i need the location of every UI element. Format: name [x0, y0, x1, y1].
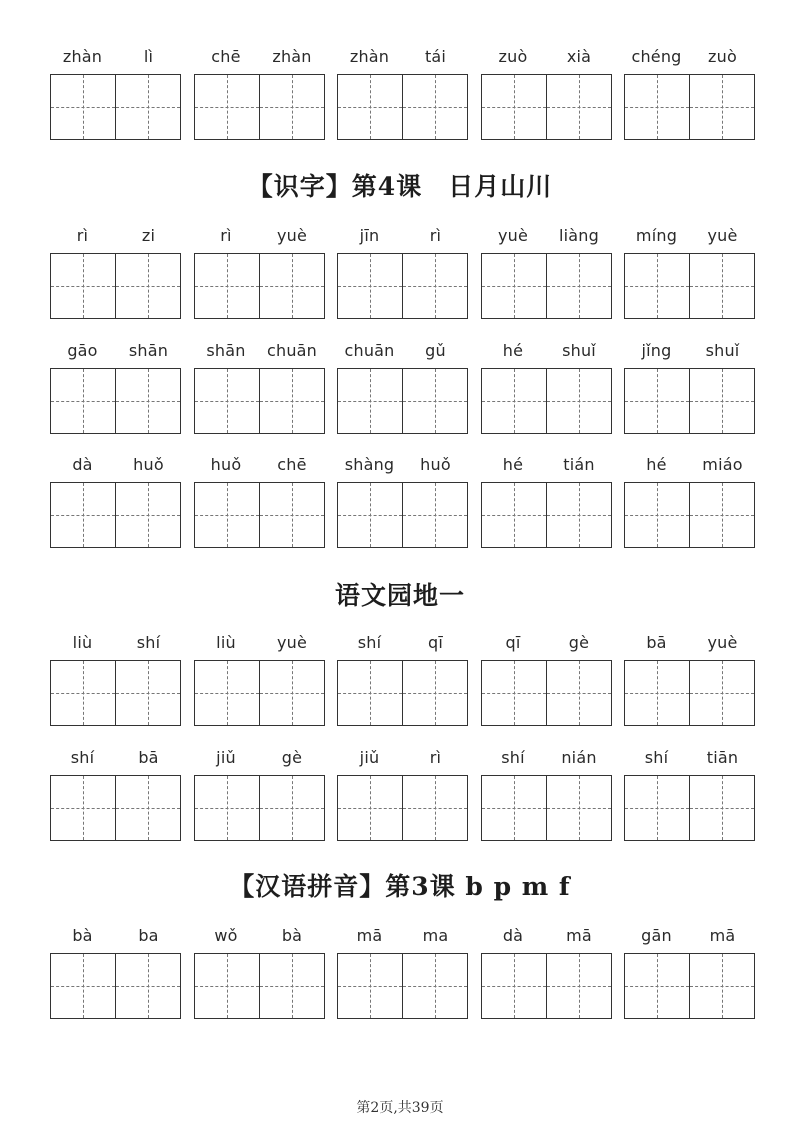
section-title: 语文园地一 — [334, 581, 465, 610]
pinyin-label: gān — [641, 926, 672, 945]
word-practice-group — [481, 453, 612, 548]
pinyin-label: shí — [70, 748, 95, 767]
writing-cell[interactable] — [51, 483, 116, 547]
writing-cell[interactable] — [403, 954, 467, 1018]
pinyin-label: zhàn — [349, 47, 390, 66]
pinyin-label: yuè — [276, 226, 308, 245]
writing-cell[interactable] — [260, 661, 324, 725]
guide-line-horizontal — [51, 986, 115, 987]
pinyin-label: mā — [566, 926, 592, 945]
word-practice-group — [50, 45, 181, 140]
writing-box-pair — [194, 953, 325, 1019]
pinyin-label: bà — [281, 926, 303, 945]
writing-box-pair — [624, 74, 755, 140]
pinyin-label: shān — [206, 341, 246, 360]
writing-cell[interactable] — [625, 954, 690, 1018]
writing-cell[interactable] — [338, 776, 403, 840]
guide-line-horizontal — [625, 693, 689, 694]
writing-box-pair — [50, 74, 181, 140]
writing-cell[interactable] — [482, 776, 547, 840]
pinyin-label: jīn — [359, 226, 380, 245]
writing-box-pair — [337, 482, 468, 548]
writing-box-pair — [50, 660, 181, 726]
guide-line-horizontal — [116, 107, 180, 108]
guide-line-horizontal — [195, 286, 259, 287]
writing-cell[interactable] — [690, 75, 754, 139]
writing-box-pair — [337, 660, 468, 726]
writing-cell[interactable] — [625, 254, 690, 318]
guide-line-horizontal — [116, 401, 180, 402]
guide-line-horizontal — [195, 808, 259, 809]
guide-line-horizontal — [690, 401, 754, 402]
writing-cell[interactable] — [338, 254, 403, 318]
guide-line-horizontal — [51, 286, 115, 287]
writing-cell[interactable] — [547, 661, 611, 725]
pinyin-label: xià — [566, 47, 592, 66]
writing-cell[interactable] — [195, 483, 260, 547]
practice-row — [50, 924, 755, 1019]
guide-line-horizontal — [403, 515, 467, 516]
writing-box-pair — [50, 253, 181, 319]
word-practice-group — [50, 339, 181, 434]
guide-line-horizontal — [482, 401, 546, 402]
guide-line-horizontal — [625, 401, 689, 402]
pinyin-label: hé — [502, 341, 524, 360]
page-number: 第2页,共39页 — [356, 1100, 444, 1116]
writing-cell[interactable] — [625, 369, 690, 433]
pinyin-label: dà — [72, 455, 93, 474]
pinyin-label: jiǔ — [359, 748, 380, 767]
pinyin-label: mā — [709, 926, 736, 945]
writing-cell[interactable] — [625, 776, 690, 840]
writing-box-pair — [337, 74, 468, 140]
writing-cell[interactable] — [195, 254, 260, 318]
guide-line-horizontal — [547, 515, 611, 516]
guide-line-horizontal — [547, 986, 611, 987]
guide-line-horizontal — [338, 808, 402, 809]
guide-line-horizontal — [547, 107, 611, 108]
pinyin-label: chéng — [631, 47, 682, 66]
word-practice-group — [481, 224, 612, 319]
writing-cell[interactable] — [195, 776, 260, 840]
guide-line-horizontal — [690, 808, 754, 809]
word-practice-group — [194, 924, 325, 1019]
writing-cell[interactable] — [51, 254, 116, 318]
guide-line-horizontal — [116, 986, 180, 987]
guide-line-horizontal — [547, 808, 611, 809]
writing-box-pair — [50, 953, 181, 1019]
writing-cell[interactable] — [260, 75, 324, 139]
writing-cell[interactable] — [116, 369, 180, 433]
writing-cell[interactable] — [116, 776, 180, 840]
guide-line-horizontal — [482, 107, 546, 108]
practice-row — [50, 224, 755, 319]
guide-line-horizontal — [51, 693, 115, 694]
writing-cell[interactable] — [116, 254, 180, 318]
guide-line-horizontal — [482, 986, 546, 987]
writing-cell[interactable] — [116, 75, 180, 139]
pinyin-label: dà — [502, 926, 524, 945]
guide-line-horizontal — [403, 401, 467, 402]
guide-line-horizontal — [547, 401, 611, 402]
guide-line-horizontal — [195, 401, 259, 402]
guide-line-horizontal — [260, 401, 324, 402]
writing-box-pair — [481, 74, 612, 140]
pinyin-label: zhàn — [272, 47, 312, 66]
writing-box-pair — [337, 775, 468, 841]
pinyin-label: gè — [568, 633, 590, 652]
word-practice-group — [50, 453, 181, 548]
pinyin-label: tián — [563, 455, 595, 474]
practice-row — [50, 45, 755, 140]
writing-box-pair — [337, 253, 468, 319]
section-title: 【识字】第4课 日月山川 — [247, 172, 553, 201]
writing-box-pair — [194, 368, 325, 434]
pinyin-label: wǒ — [214, 926, 238, 945]
writing-cell[interactable] — [690, 483, 754, 547]
pinyin-label: chuān — [266, 341, 318, 360]
writing-cell[interactable] — [482, 369, 547, 433]
guide-line-horizontal — [547, 693, 611, 694]
word-practice-group — [481, 746, 612, 841]
writing-cell[interactable] — [403, 75, 467, 139]
guide-line-horizontal — [195, 107, 259, 108]
word-practice-group — [50, 224, 181, 319]
word-practice-group — [50, 631, 181, 726]
word-practice-group — [624, 339, 755, 434]
word-practice-group — [481, 924, 612, 1019]
guide-line-horizontal — [338, 286, 402, 287]
pinyin-label: jiǔ — [216, 748, 236, 767]
practice-row — [50, 746, 755, 841]
guide-line-horizontal — [625, 107, 689, 108]
pinyin-label: tiān — [706, 748, 739, 767]
word-practice-group — [624, 45, 755, 140]
word-practice-group — [624, 224, 755, 319]
guide-line-horizontal — [260, 107, 324, 108]
pinyin-label: shí — [501, 748, 525, 767]
word-practice-group — [194, 453, 325, 548]
writing-box-pair — [50, 775, 181, 841]
word-practice-group — [337, 631, 468, 726]
writing-cell[interactable] — [403, 483, 467, 547]
pinyin-label: huǒ — [420, 455, 451, 474]
word-practice-group — [194, 746, 325, 841]
writing-cell[interactable] — [51, 954, 116, 1018]
guide-line-horizontal — [260, 515, 324, 516]
word-practice-group — [50, 924, 181, 1019]
writing-box-pair — [481, 775, 612, 841]
word-practice-group — [481, 631, 612, 726]
writing-box-pair — [194, 482, 325, 548]
pinyin-label: tái — [424, 47, 447, 66]
writing-box-pair — [624, 368, 755, 434]
writing-cell[interactable] — [51, 369, 116, 433]
writing-cell[interactable] — [338, 954, 403, 1018]
writing-cell[interactable] — [625, 483, 690, 547]
pinyin-label: mā — [356, 926, 383, 945]
pinyin-label: shí — [644, 748, 669, 767]
pinyin-label: miáo — [702, 455, 743, 474]
writing-cell[interactable] — [547, 776, 611, 840]
word-practice-group — [624, 631, 755, 726]
pinyin-label: liù — [216, 633, 236, 652]
word-practice-group — [194, 339, 325, 434]
writing-box-pair — [481, 660, 612, 726]
writing-cell[interactable] — [338, 369, 403, 433]
writing-cell[interactable] — [547, 369, 611, 433]
writing-box-pair — [624, 953, 755, 1019]
guide-line-horizontal — [195, 515, 259, 516]
writing-box-pair — [194, 775, 325, 841]
guide-line-horizontal — [403, 693, 467, 694]
pinyin-label: chē — [277, 455, 307, 474]
writing-box-pair — [194, 660, 325, 726]
pinyin-label: liù — [72, 633, 93, 652]
guide-line-horizontal — [116, 808, 180, 809]
writing-cell[interactable] — [625, 75, 690, 139]
guide-line-horizontal — [338, 986, 402, 987]
writing-cell[interactable] — [482, 254, 547, 318]
guide-line-horizontal — [403, 286, 467, 287]
pinyin-label: bā — [138, 748, 159, 767]
writing-cell[interactable] — [116, 954, 180, 1018]
guide-line-horizontal — [547, 286, 611, 287]
guide-line-horizontal — [116, 286, 180, 287]
pinyin-label: huǒ — [210, 455, 242, 474]
writing-box-pair — [194, 74, 325, 140]
writing-cell[interactable] — [482, 483, 547, 547]
word-practice-group — [50, 746, 181, 841]
writing-box-pair — [624, 775, 755, 841]
writing-cell[interactable] — [260, 483, 324, 547]
writing-box-pair — [624, 253, 755, 319]
pinyin-label: chē — [211, 47, 241, 66]
pinyin-label: chuān — [344, 341, 395, 360]
pinyin-label: hé — [502, 455, 524, 474]
word-practice-group — [337, 45, 468, 140]
practice-row — [50, 631, 755, 726]
guide-line-horizontal — [195, 693, 259, 694]
pinyin-label: yuè — [707, 226, 738, 245]
writing-cell[interactable] — [482, 954, 547, 1018]
pinyin-label: shuǐ — [705, 341, 740, 360]
pinyin-label: shuǐ — [562, 341, 596, 360]
guide-line-horizontal — [625, 986, 689, 987]
guide-line-horizontal — [625, 808, 689, 809]
pinyin-label: qī — [505, 633, 521, 652]
writing-box-pair — [481, 482, 612, 548]
writing-cell[interactable] — [51, 75, 116, 139]
word-practice-group — [624, 453, 755, 548]
practice-row — [50, 453, 755, 548]
pinyin-label: rì — [429, 748, 442, 767]
writing-cell[interactable] — [260, 369, 324, 433]
word-practice-group — [624, 746, 755, 841]
word-practice-group — [337, 224, 468, 319]
guide-line-horizontal — [260, 693, 324, 694]
pinyin-label: gǔ — [425, 341, 446, 360]
writing-box-pair — [337, 368, 468, 434]
guide-line-horizontal — [482, 808, 546, 809]
guide-line-horizontal — [690, 986, 754, 987]
guide-line-horizontal — [625, 515, 689, 516]
pinyin-label: rì — [76, 226, 89, 245]
pinyin-label: yuè — [276, 633, 308, 652]
pinyin-label: míng — [635, 226, 678, 245]
writing-cell[interactable] — [195, 369, 260, 433]
pinyin-label: shí — [136, 633, 161, 652]
pinyin-label: shàng — [344, 455, 395, 474]
pinyin-label: hé — [646, 455, 667, 474]
guide-line-horizontal — [690, 107, 754, 108]
pinyin-label: ba — [138, 926, 159, 945]
pinyin-label: yuè — [707, 633, 738, 652]
writing-cell[interactable] — [690, 254, 754, 318]
pinyin-label: zi — [141, 226, 156, 245]
guide-line-horizontal — [116, 693, 180, 694]
writing-box-pair — [624, 482, 755, 548]
guide-line-horizontal — [51, 808, 115, 809]
writing-box-pair — [481, 953, 612, 1019]
word-practice-group — [194, 631, 325, 726]
guide-line-horizontal — [338, 107, 402, 108]
guide-line-horizontal — [403, 808, 467, 809]
writing-cell[interactable] — [260, 954, 324, 1018]
writing-cell[interactable] — [690, 776, 754, 840]
writing-cell[interactable] — [51, 661, 116, 725]
writing-cell[interactable] — [338, 75, 403, 139]
writing-cell[interactable] — [260, 776, 324, 840]
writing-cell[interactable] — [690, 369, 754, 433]
guide-line-horizontal — [338, 401, 402, 402]
pinyin-label: shí — [357, 633, 382, 652]
guide-line-horizontal — [51, 515, 115, 516]
writing-cell[interactable] — [338, 661, 403, 725]
pinyin-label: shān — [128, 341, 169, 360]
word-practice-group — [481, 45, 612, 140]
writing-cell[interactable] — [116, 661, 180, 725]
guide-line-horizontal — [403, 986, 467, 987]
pinyin-label: gè — [281, 748, 303, 767]
guide-line-horizontal — [51, 107, 115, 108]
guide-line-horizontal — [51, 401, 115, 402]
guide-line-horizontal — [482, 693, 546, 694]
word-practice-group — [337, 453, 468, 548]
pinyin-label: gāo — [67, 341, 98, 360]
word-practice-group — [624, 924, 755, 1019]
writing-cell[interactable] — [195, 954, 260, 1018]
writing-cell[interactable] — [403, 661, 467, 725]
guide-line-horizontal — [260, 808, 324, 809]
pinyin-label: zuò — [498, 47, 528, 66]
writing-cell[interactable] — [403, 776, 467, 840]
writing-cell[interactable] — [338, 483, 403, 547]
pinyin-label: rì — [220, 226, 232, 245]
writing-cell[interactable] — [482, 661, 547, 725]
word-practice-group — [337, 746, 468, 841]
writing-box-pair — [624, 660, 755, 726]
word-practice-group — [337, 924, 468, 1019]
pinyin-label: rì — [429, 226, 442, 245]
pinyin-label: liàng — [559, 226, 599, 245]
word-practice-group — [194, 224, 325, 319]
section-title: 【汉语拼音】第3课 b p m f — [229, 872, 571, 901]
writing-box-pair — [194, 253, 325, 319]
writing-cell[interactable] — [690, 661, 754, 725]
guide-line-horizontal — [690, 286, 754, 287]
writing-cell[interactable] — [403, 254, 467, 318]
pinyin-label: lì — [143, 47, 154, 66]
guide-line-horizontal — [260, 986, 324, 987]
guide-line-horizontal — [690, 515, 754, 516]
writing-cell[interactable] — [51, 776, 116, 840]
pinyin-label: bā — [646, 633, 667, 652]
guide-line-horizontal — [482, 286, 546, 287]
writing-cell[interactable] — [260, 254, 324, 318]
guide-line-horizontal — [625, 286, 689, 287]
guide-line-horizontal — [338, 693, 402, 694]
writing-box-pair — [481, 253, 612, 319]
writing-cell[interactable] — [547, 75, 611, 139]
writing-box-pair — [50, 368, 181, 434]
writing-cell[interactable] — [547, 254, 611, 318]
writing-cell[interactable] — [195, 661, 260, 725]
guide-line-horizontal — [116, 515, 180, 516]
pinyin-label: ma — [422, 926, 449, 945]
pinyin-label: zuò — [708, 47, 737, 66]
practice-row — [50, 339, 755, 434]
writing-cell[interactable] — [403, 369, 467, 433]
pinyin-label: bà — [72, 926, 93, 945]
guide-line-horizontal — [482, 515, 546, 516]
pinyin-label: jǐng — [641, 341, 672, 360]
writing-cell[interactable] — [195, 75, 260, 139]
writing-box-pair — [50, 482, 181, 548]
writing-cell[interactable] — [547, 483, 611, 547]
writing-cell[interactable] — [625, 661, 690, 725]
guide-line-horizontal — [338, 515, 402, 516]
pinyin-label: yuè — [497, 226, 529, 245]
guide-line-horizontal — [403, 107, 467, 108]
writing-cell[interactable] — [116, 483, 180, 547]
pinyin-label: huǒ — [133, 455, 164, 474]
word-practice-group — [194, 45, 325, 140]
guide-line-horizontal — [195, 986, 259, 987]
word-practice-group — [481, 339, 612, 434]
word-practice-group — [337, 339, 468, 434]
guide-line-horizontal — [260, 286, 324, 287]
guide-line-horizontal — [690, 693, 754, 694]
writing-box-pair — [481, 368, 612, 434]
writing-cell[interactable] — [482, 75, 547, 139]
writing-cell[interactable] — [690, 954, 754, 1018]
writing-cell[interactable] — [547, 954, 611, 1018]
pinyin-label: nián — [561, 748, 597, 767]
writing-box-pair — [337, 953, 468, 1019]
pinyin-label: qī — [427, 633, 443, 652]
pinyin-label: zhàn — [62, 47, 103, 66]
